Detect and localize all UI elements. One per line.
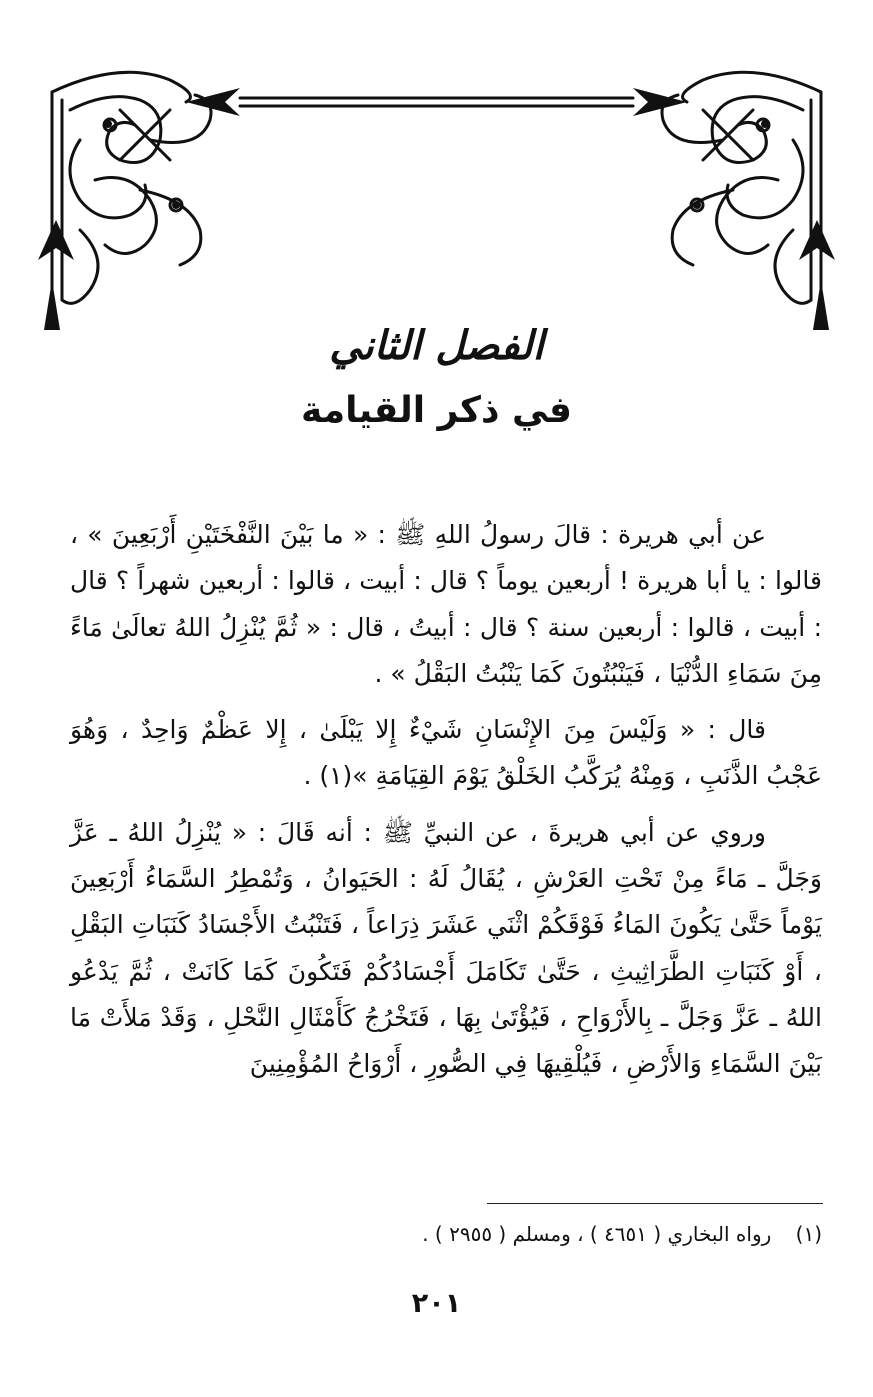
section-title: في ذكر القيامة <box>301 390 572 431</box>
body-text <box>70 512 822 1088</box>
page-number: ٢٠١ <box>411 1288 462 1319</box>
chapter-title: الفصل الثاني <box>329 322 544 369</box>
footnote-text: رواه البخاري ( ٤٦٥١ ) ، ومسلم ( ٢٩٥٥ ) . <box>422 1222 772 1246</box>
footnote-divider <box>487 1203 823 1204</box>
paragraph-1: عن أبي هريرة : قالَ رسولُ اللهِ ﷺ : « ما بَيْنَ النَّفْخَتَيْنِ أَرْبَعِينَ » ، قالوا : يا أبا هريرة ! أربعين يوماً ؟ قال : أبيت ، قالوا : أربعين شهراً ؟ قال : أبيت ، قالوا : أربعين سنة ؟ قال : أبيتُ ، قال : « ثُمَّ يُنْزِلُ اللهُ تعالَىٰ مَاءً مِنَ سَمَاءِ الدُّنْيَا ، فَيَنْبُتُونَ كَمَا يَنْبُتُ البَقْلُ » . <box>70 520 822 688</box>
paragraph-2: قال : « وَلَيْسَ مِنَ الإِنْسَانِ شَيْءٌ إِلا يَبْلَىٰ ، إِلا عَظْمٌ وَاحِدٌ ، وَهُوَ عَجْبُ الذَّنَبِ ، وَمِنْهُ يُرَكَّبُ الخَلْقُ يَوْمَ القِيَامَةِ »(١) . <box>70 715 822 791</box>
chapter-header-ornament <box>0 0 873 330</box>
paragraph-3: وروي عن أبي هريرةَ ، عن النبيِّ ﷺ : أنه قَالَ : « يُنْزِلُ اللهُ ـ عَزَّ وَجَلَّ ـ مَاءً مِنْ تَحْتِ العَرْشِ ، يُقَالُ لَهُ : الحَيَوانُ ، وَتُمْطِرُ السَّمَاءُ أَرْبَعِينَ يَوْماً حَتَّىٰ يَكُونَ المَاءُ فَوْقَكُمْ اثْنَي عَشَرَ ذِرَاعاً ، فَتَنْبُتُ الأَجْسَادُ كَنَبَاتِ البَقْلِ ، أَوْ كَنَبَاتِ الطَّرَاثِيثِ ، حَتَّىٰ تَكَامَلَ أَجْسَادُكُمْ فَتَكُونَ كَمَا كَانَتْ ، ثُمَّ يَدْعُو اللهُ ـ عَزَّ وَجَلَّ ـ بِالأَرْوَاحِ ، فَيُؤْتَىٰ بِهَا ، فَتَخْرُجُ كَأَمْثَالِ النَّحْلِ ، وَقَدْ مَلأَتْ مَا بَيْنَ السَّمَاءِ وَالأَرْضِ ، فَيُلْقِيهَا فِي الصُّورِ ، أَرْوَاحُ المُؤْمِنِينَ <box>70 817 822 1079</box>
footnote <box>70 1222 822 1246</box>
footnote-number: (١) <box>795 1222 822 1246</box>
